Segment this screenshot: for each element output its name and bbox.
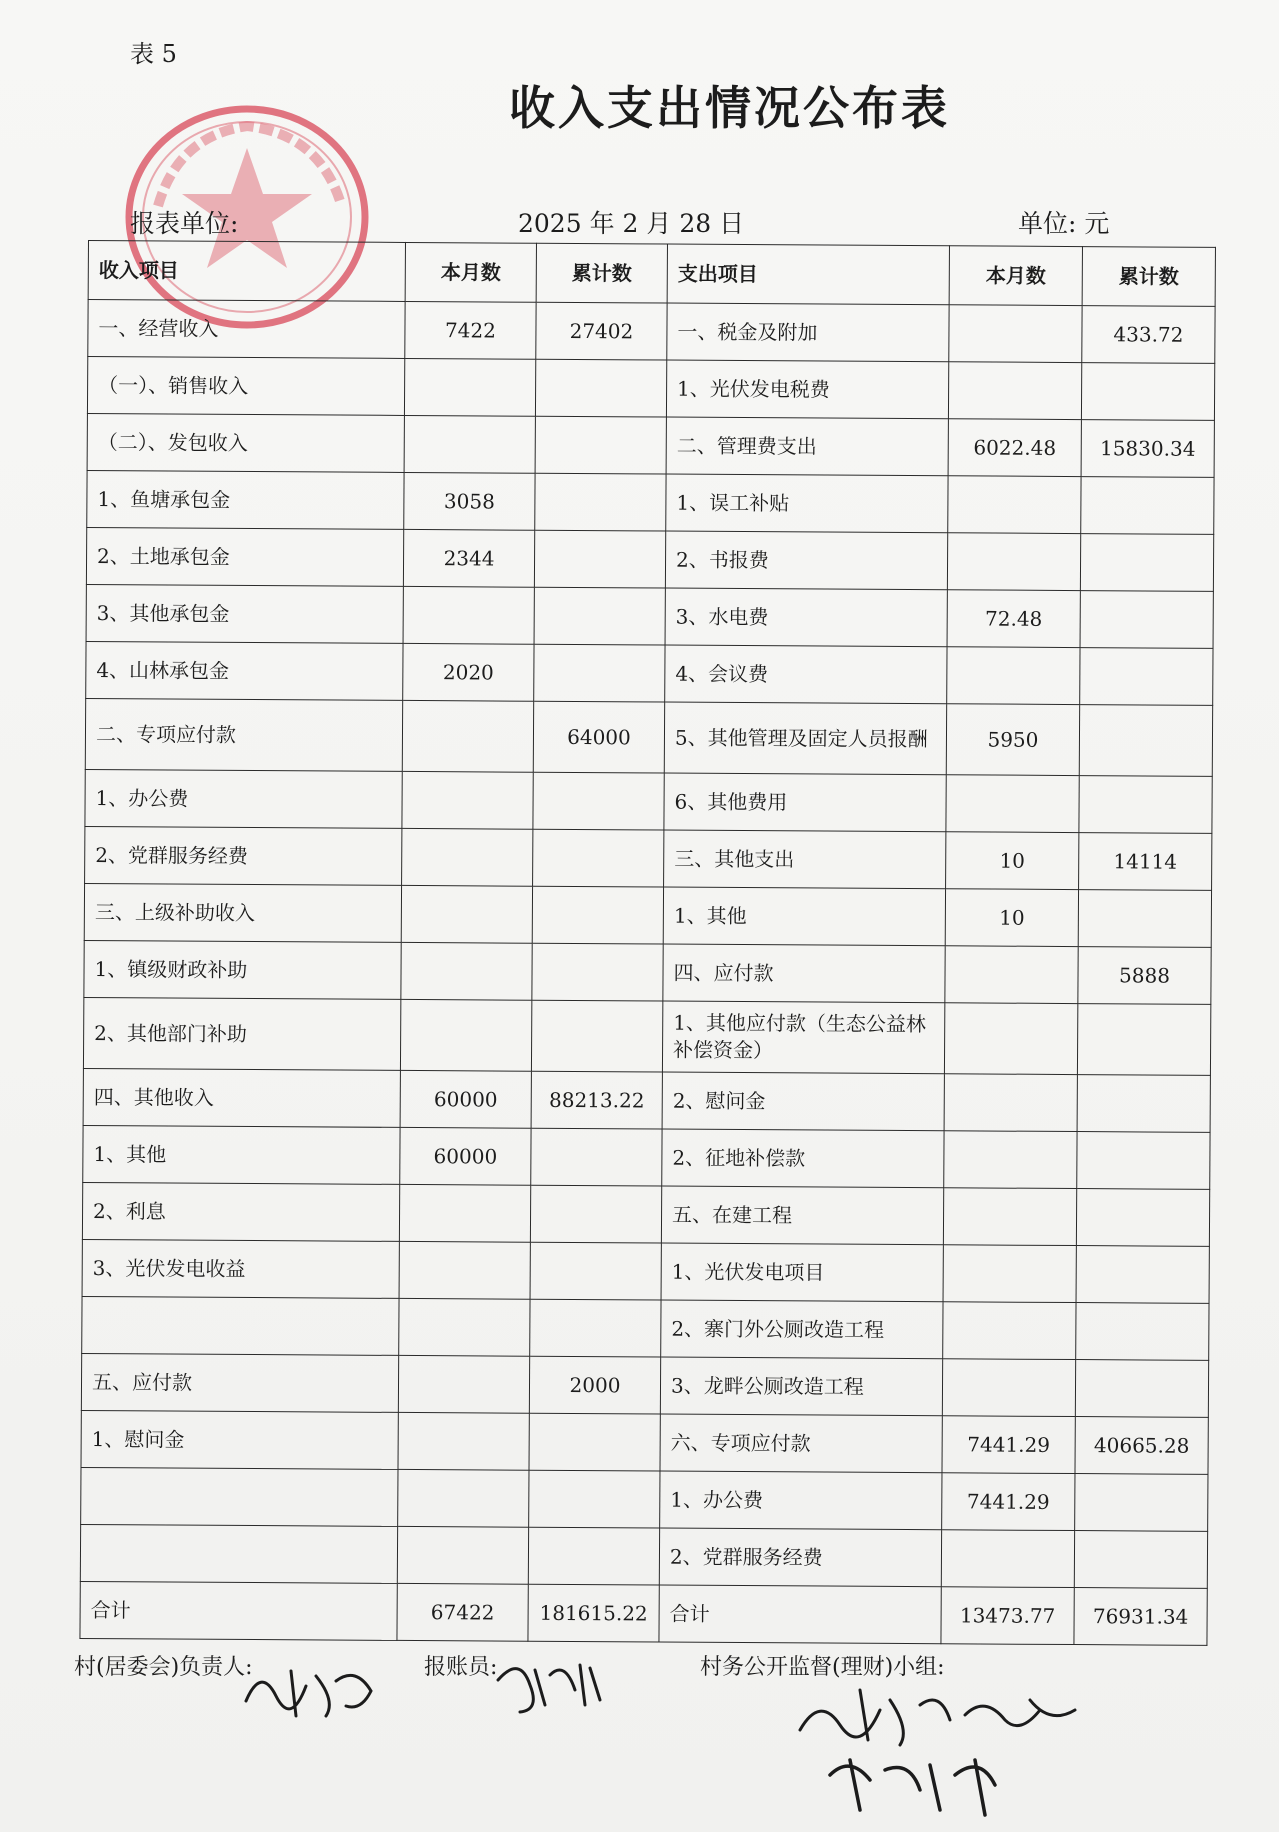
expense-item-cell: 3、水电费 (665, 588, 947, 647)
expense-month-cell (943, 1245, 1076, 1303)
expense-month-cell (943, 1302, 1076, 1360)
expense-item-cell: 一、税金及附加 (667, 303, 949, 362)
expense-item-cell: 1、误工补贴 (666, 474, 948, 533)
accountant-handwritten-signature (490, 1650, 610, 1720)
expense-total-cell (1075, 1360, 1208, 1418)
income-total-cell (529, 1413, 660, 1471)
expense-total-cell (1081, 363, 1214, 421)
income-month-cell (400, 999, 531, 1071)
header-expense-item: 支出项目 (667, 244, 949, 305)
expense-total-cell: 76931.34 (1074, 1588, 1207, 1646)
table-row (80, 1524, 1207, 1588)
expense-month-cell (945, 946, 1078, 1004)
income-month-cell: 67422 (397, 1583, 528, 1641)
income-item-cell: （一）、销售收入 (87, 357, 404, 416)
income-total-cell: 2000 (529, 1356, 660, 1414)
income-total-cell (534, 530, 665, 588)
income-item-cell: 1、鱼塘承包金 (87, 470, 404, 529)
table-row (81, 1353, 1208, 1417)
expense-month-cell: 5950 (946, 704, 1079, 776)
income-total-cell (530, 1299, 661, 1357)
income-item-cell: 1、镇级财政补助 (84, 940, 401, 999)
table-row (85, 769, 1212, 833)
income-total-cell (533, 772, 664, 830)
income-month-cell (404, 358, 535, 416)
income-total-cell (528, 1527, 659, 1585)
income-item-cell: 二、专项应付款 (85, 698, 402, 771)
income-item-cell: 四、其他收入 (83, 1068, 400, 1127)
expense-item-cell: 二、管理费支出 (666, 417, 948, 476)
income-month-cell: 3058 (404, 472, 535, 530)
report-date: 2025 年 2 月 28 日 (518, 209, 745, 238)
income-month-cell (404, 415, 535, 473)
table-row (84, 940, 1211, 1004)
expense-item-cell: 1、光伏发电项目 (661, 1243, 943, 1302)
income-total-cell (529, 1470, 660, 1528)
income-total-cell (532, 886, 663, 944)
expense-total-cell: 40665.28 (1075, 1417, 1208, 1475)
income-month-cell: 7422 (405, 301, 536, 359)
table-row (83, 997, 1210, 1075)
leader-signature-label: 村(居委会)负责人: (74, 1655, 253, 1680)
table-total-row (80, 1581, 1207, 1645)
expense-month-cell (947, 533, 1080, 591)
income-total-cell (535, 416, 666, 474)
income-month-cell (398, 1469, 529, 1527)
income-item-cell: 2、土地承包金 (86, 527, 403, 586)
income-month-cell (401, 942, 532, 1000)
expense-total-cell: 14114 (1079, 833, 1212, 891)
income-item-cell: 2、利息 (82, 1182, 399, 1241)
expense-item-cell: 五、在建工程 (661, 1186, 943, 1245)
income-month-cell (402, 771, 533, 829)
income-month-cell: 60000 (400, 1070, 531, 1128)
table-row (82, 1239, 1209, 1303)
income-item-cell: 3、其他承包金 (86, 584, 403, 643)
income-month-cell (399, 1298, 530, 1356)
table-row (81, 1410, 1208, 1474)
expense-month-cell (946, 775, 1079, 833)
income-month-cell (401, 885, 532, 943)
supervisor-handwritten-signatures (790, 1680, 1090, 1820)
header-expense-total: 累计数 (1082, 247, 1215, 307)
income-item-cell: 3、光伏发电收益 (82, 1239, 399, 1298)
income-total-cell (532, 943, 663, 1001)
expense-month-cell: 13473.77 (941, 1587, 1074, 1645)
income-total-cell (535, 473, 666, 531)
income-item-cell: （二）、发包收入 (87, 413, 404, 472)
expense-month-cell (944, 1131, 1077, 1189)
table-row (85, 698, 1212, 776)
income-total-cell: 88213.22 (531, 1071, 662, 1129)
expense-month-cell (944, 1074, 1077, 1132)
income-month-cell (399, 1184, 530, 1242)
income-total-cell (533, 829, 664, 887)
currency-unit: 单位: 元 (1018, 209, 1110, 238)
expense-item-cell: 2、党群服务经费 (659, 1528, 941, 1587)
expense-item-cell: 3、龙畔公厕改造工程 (660, 1357, 942, 1416)
expense-total-cell: 15830.34 (1081, 420, 1214, 478)
expense-total-cell (1079, 776, 1212, 834)
table-row (81, 1467, 1208, 1531)
income-month-cell (398, 1412, 529, 1470)
expense-item-cell: 1、其他 (663, 887, 945, 946)
expense-total-cell (1077, 1132, 1210, 1190)
table-row (88, 300, 1215, 364)
expense-total-cell (1079, 705, 1212, 777)
reporting-unit-label: 报表单位: (130, 209, 239, 238)
expense-item-cell: 1、光伏发电税费 (666, 360, 948, 419)
income-total-cell (531, 1000, 662, 1072)
income-item-cell: 2、党群服务经费 (85, 826, 402, 885)
income-item-cell: 三、上级补助收入 (84, 883, 401, 942)
header-income-item: 收入项目 (88, 241, 405, 302)
table-row (84, 883, 1211, 947)
expense-item-cell: 1、办公费 (660, 1471, 942, 1530)
table-row (86, 527, 1213, 591)
expense-month-cell: 72.48 (947, 590, 1080, 648)
header-income-total: 累计数 (536, 243, 667, 303)
income-item-cell: 4、山林承包金 (86, 641, 403, 700)
income-item-cell: 1、办公费 (85, 769, 402, 828)
table-row (85, 826, 1212, 890)
leader-handwritten-signature (236, 1656, 386, 1726)
income-item-cell: 合计 (80, 1581, 397, 1640)
expense-item-cell: 4、会议费 (665, 645, 947, 704)
expense-total-cell (1077, 1004, 1210, 1076)
form-number: 表 5 (130, 40, 177, 68)
expense-month-cell: 7441.29 (942, 1416, 1075, 1474)
page-title: 收入支出情况公布表 (509, 81, 950, 135)
income-total-cell: 181615.22 (528, 1584, 659, 1642)
income-item-cell: 一、经营收入 (88, 300, 405, 359)
income-item-cell (81, 1467, 398, 1526)
expense-total-cell (1080, 591, 1213, 649)
table-row (87, 470, 1214, 534)
expense-item-cell: 四、应付款 (663, 944, 945, 1003)
income-month-cell: 60000 (400, 1127, 531, 1185)
expense-item-cell: 2、慰问金 (662, 1072, 944, 1131)
expense-total-cell (1081, 477, 1214, 535)
expense-month-cell (943, 1188, 1076, 1246)
expense-month-cell (947, 647, 1080, 705)
income-month-cell (403, 586, 534, 644)
income-month-cell: 2344 (403, 529, 534, 587)
table-row (86, 584, 1213, 648)
expense-item-cell: 合计 (659, 1585, 941, 1644)
income-total-cell (534, 587, 665, 645)
expense-item-cell: 六、专项应付款 (660, 1414, 942, 1473)
expense-item-cell: 6、其他费用 (664, 773, 946, 832)
expense-item-cell: 2、书报费 (665, 531, 947, 590)
income-month-cell (399, 1241, 530, 1299)
expense-total-cell: 433.72 (1082, 306, 1215, 364)
income-item-cell: 2、其他部门补助 (83, 997, 400, 1070)
header-income-month: 本月数 (405, 242, 536, 302)
table-row (82, 1182, 1209, 1246)
income-item-cell (80, 1524, 397, 1583)
income-item-cell: 五、应付款 (81, 1353, 398, 1412)
expense-total-cell (1074, 1531, 1207, 1589)
income-total-cell (530, 1242, 661, 1300)
expense-total-cell (1075, 1474, 1208, 1532)
income-item-cell (82, 1296, 399, 1355)
expense-month-cell (949, 305, 1082, 363)
income-month-cell (402, 828, 533, 886)
table-row (87, 413, 1214, 477)
income-expense-table (79, 240, 1216, 1646)
supervisor-signature-label: 村务公开监督(理财)小组: (700, 1655, 945, 1680)
expense-month-cell: 7441.29 (942, 1473, 1075, 1531)
income-item-cell: 1、慰问金 (81, 1410, 398, 1469)
table-row (82, 1296, 1209, 1360)
expense-item-cell: 2、征地补偿款 (662, 1129, 944, 1188)
expense-month-cell: 6022.48 (948, 419, 1081, 477)
expense-month-cell (944, 1003, 1077, 1075)
income-total-cell (535, 359, 666, 417)
expense-month-cell: 10 (945, 889, 1078, 947)
income-total-cell (534, 644, 665, 702)
expense-total-cell: 5888 (1078, 947, 1211, 1005)
expense-month-cell (942, 1359, 1075, 1417)
header-expense-month: 本月数 (949, 246, 1082, 306)
expense-total-cell (1078, 890, 1211, 948)
expense-total-cell (1076, 1303, 1209, 1361)
expense-total-cell (1080, 648, 1213, 706)
expense-month-cell (948, 476, 1081, 534)
income-total-cell (530, 1185, 661, 1243)
table-row (83, 1068, 1210, 1132)
income-total-cell: 27402 (536, 302, 667, 360)
expense-total-cell (1076, 1189, 1209, 1247)
income-total-cell (531, 1128, 662, 1186)
expense-item-cell: 2、寨门外公厕改造工程 (661, 1300, 943, 1359)
income-month-cell (402, 700, 533, 772)
table-row (86, 641, 1213, 705)
expense-item-cell: 三、其他支出 (664, 830, 946, 889)
expense-month-cell (948, 362, 1081, 420)
expense-total-cell (1076, 1246, 1209, 1304)
table-header-row (88, 241, 1215, 307)
income-month-cell (398, 1355, 529, 1413)
income-item-cell: 1、其他 (83, 1125, 400, 1184)
accountant-signature-label: 报账员: (424, 1655, 498, 1680)
income-total-cell: 64000 (533, 701, 664, 773)
expense-total-cell (1080, 534, 1213, 592)
expense-item-cell: 5、其他管理及固定人员报酬 (664, 702, 946, 775)
income-month-cell: 2020 (403, 643, 534, 701)
expense-month-cell: 10 (946, 832, 1079, 890)
income-month-cell (397, 1526, 528, 1584)
table-row (83, 1125, 1210, 1189)
expense-month-cell (941, 1530, 1074, 1588)
expense-item-cell: 1、其他应付款（生态公益林补偿资金） (662, 1001, 944, 1074)
expense-total-cell (1077, 1075, 1210, 1133)
table-row (87, 357, 1214, 421)
